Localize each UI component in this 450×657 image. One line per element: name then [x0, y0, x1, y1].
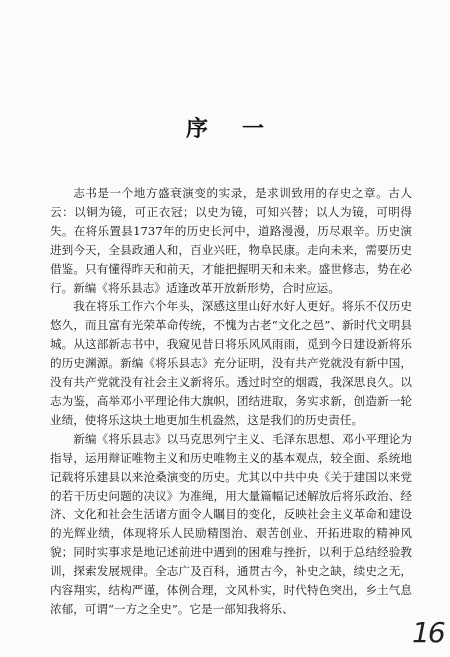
paragraph-2: 我在将乐工作六个年头，深感这里山好水好人更好。将乐不仅历史悠久，而且富有光荣革命传统，不愧为古老“文化之邑”、新时代文明县城。从这部新志书中，我窥见昔日将乐风风雨雨，觅到今日建设新将乐的历史渊源。新编《将乐县志》充分证明，没有共产党就没有新中国，没有共产党就没有社会主义新将乐。透过时空的烟霞，我深思良久。以志为鉴，高举邓小平理论伟大旗帜，团结进取，务实求新，创造新一轮业绩，使将乐这块土地更加生机盎然，这是我们的历史责任。 [50, 299, 412, 427]
paragraph-3: 新编《将乐县志》以马克思列宁主义、毛泽东思想、邓小平理论为指导，运用辩证唯物主义和历史唯物主义的基本观点，较全面、系统地记载将乐建县以来沧桑演变的历史。尤其以中共中央《关于建国以来党的若干历史问题的决议》为准绳，用大量篇幅记述解放后将乐政治、经济、文化和社会生活诸方面令人瞩目的变化，反映社会主义革命和建设的光辉业绩，体现将乐人民励精图治、艰苦创业、开拓进取的精神风貌；同时实事求是地记述前进中遇到的困难与挫折，以利于总结经验教训，探索发展规律。全志广及百科，通贯古今，补史之缺，续史之无，内容翔实，结构严谨，体例合理，文风朴实，时代特色突出，乡土气息浓郁，可谓“一方之全史”。它是一部知我将乐、 [50, 431, 412, 616]
handwritten-page-number: 16 [412, 616, 444, 649]
page-title: 序一 [185, 116, 298, 142]
paragraph-1: 志书是一个地方盛衰演变的实录，是求训致用的存史之章。古人云：以铜为镜，可正衣冠；以史为镜，可知兴替；以人为镜，可明得失。在将乐置县1737年的历史长河中，道路漫漫，历尽艰辛。历史演进到今天，全县政通人和，百业兴旺，物阜民康。走向未来，需要历史借鉴。只有懂得昨天和前天，才能把握明天和未来。盛世修志，势在必行。新编《将乐县志》适逢改革开放新形势，合时应运。 [50, 186, 412, 295]
body-text [50, 184, 412, 619]
